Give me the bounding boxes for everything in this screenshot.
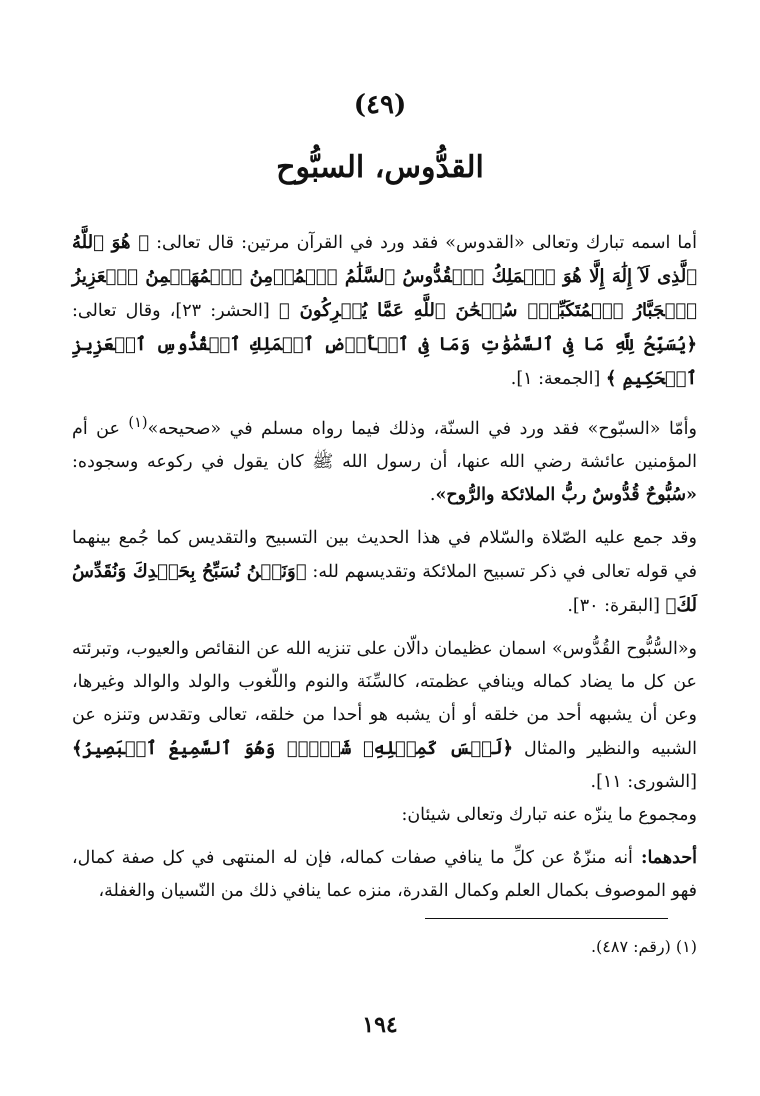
quran-verse: ﴿لَيۡسَ كَمِثۡلِهِۦ شَىۡءٌۖ وَهُوَ ٱلسَّمِيعُ ٱلۡبَصِيرُ﴾ [72, 737, 514, 759]
lead-word: أحدهما: [632, 847, 697, 868]
text-run: ومجموع ما ينزّه عنه تبارك وتعالى شيئان: [401, 804, 697, 825]
text-run: [الشورى: ١١]. [590, 771, 697, 792]
text-run: أما اسمه تبارك وتعالى «القدوس» فقد ورد في القرآن مرتين: قال تعالى: [149, 233, 697, 253]
paragraph-6 [72, 842, 697, 908]
footnote-reference[interactable]: (١) [128, 414, 148, 431]
text-run: [البقرة: ٣٠]. [567, 595, 666, 616]
paragraph-5 [72, 799, 697, 832]
paragraph-4 [72, 633, 697, 799]
text-run: وأمّا «السبّوح» فقد ورد في السنّة، وذلك فيما رواه مسلم في «صحيحه» [147, 418, 697, 439]
text-run: و«السُّبُّوح القُدُّوس» اسمان عظيمان دالّان على تنزيه الله عن النقائص والعيوب، وتبرئته عن كل ما يضاد كماله وينافي عظمته، كالسِّنَة والنوم واللّغوب والولد والوالد وغيرها، وعن أن يشبهه أحد من خلقه أو أن يشبه هو أحدا من خلقه، تعالى وتقدس وتنزه عن الشبيه والنظير والمثال [72, 638, 697, 759]
paragraph-1 [72, 226, 697, 396]
text-run: [الجمعة: ١]. [510, 369, 606, 389]
text-run: أنه منزّهٌ عن كلِّ ما ينافي صفات كماله، فإن له المنتهى في كل صفة كمال، فهو الموصوف بكمال العلم وكمال القدرة، منزه عما ينافي ذلك من النّسيان والغفلة، [72, 847, 697, 901]
footnote: (١) (رقم: ٤٨٧). [590, 937, 697, 956]
hadith-quote: «سُبُّوحٌ قُدُّوسٌ ربُّ الملائكة والرُّوح» [435, 484, 697, 505]
quran-verse: ﴿وَنَحۡنُ نُسَبِّحُ بِحَمۡدِكَ وَنُقَدِّسُ لَكَ﴾ [72, 560, 697, 616]
text-run: [الحشر: ٢٣]، وقال تعالى: [72, 301, 279, 321]
chapter-title: القدُّوس، السبُّوح [276, 150, 484, 185]
quran-verse: ﴿ هُوَ ٱللَّهُ ٱلَّذِى لَآ إِلَٰهَ إِلَّا هُوَ ٱلۡمَلِكُ ٱلۡقُدُّوسُ ٱلسَّلَٰمُ ٱلۡمُؤۡمِنُ ٱلۡمُهَيۡمِنُ ٱلۡعَزِيزُ ٱلۡجَبَّارُ ٱلۡمُتَكَبِّرُۚ سُبۡحَٰنَ ٱللَّهِ عَمَّا يُشۡرِكُونَ ﴾ [72, 232, 697, 321]
quran-verse: ﴿يُسَبِّحُ لِلَّهِ مَا فِى ٱلسَّمَٰوَٰتِ وَمَا فِى ٱلۡأَرۡضِ ٱلۡمَلِكِ ٱلۡقُدُّوسِ ٱلۡعَزِيزِ ٱلۡحَكِيمِ ﴾ [72, 334, 697, 389]
paragraph-3 [72, 522, 697, 623]
footnote-divider [425, 918, 668, 919]
paragraph-2 [72, 406, 697, 512]
body-text [72, 226, 697, 918]
text-run: . [429, 484, 436, 505]
chapter-number: (٤٩) [353, 90, 407, 120]
page-number: ١٩٤ [362, 1012, 398, 1038]
text-run: عن أم المؤمنين عائشة رضي الله عنها، أن رسول الله ﷺ كان يقول في ركوعه وسجوده: [72, 418, 697, 472]
text-run: وقد جمع عليه الصّلاة والسّلام في هذا الحديث بين التسبيح والتقديس كما جُمع بينهما في قوله تعالى في ذكر تسبيح الملائكة وتقديسهم لله: [72, 527, 697, 582]
